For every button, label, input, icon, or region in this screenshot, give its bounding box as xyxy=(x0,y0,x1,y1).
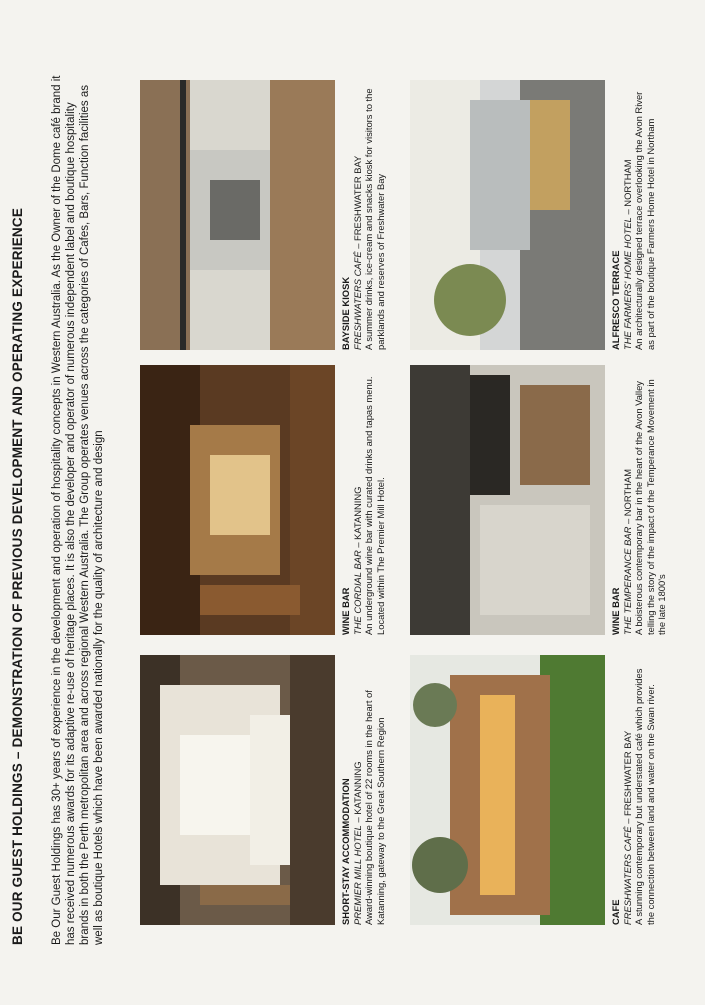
intro-paragraph: Be Our Guest Holdings has 30+ years of experience in the development and operation of hospitality concepts in Western Australia. As the Owner of the Dome café brand it has received numerous awards for its adaptive re-use of heritage places. It is also the developer and operator of numerous independent label and boutique hospitality brands in both the Perth metropolitan area and across regional Western Australia. The Group operates venues across the categories of Cafes, Bars, Function facilities as well as boutique Hotels which have been awarded nationally for the quality of architecture and design xyxy=(51,75,105,945)
caption-freshwaters-cafe xyxy=(610,655,656,925)
caption-location: – NORTHAM xyxy=(621,468,633,525)
caption-type: SHORT-STAY ACCOMMODATION xyxy=(340,778,351,925)
caption-description: A boisterous contemporary bar in the heart of the Avon Valley telling the story of the impact of the Temperance Movement in the late 1800's xyxy=(633,379,667,635)
photo-freshwaters-cafe xyxy=(410,655,605,925)
caption-venue: THE TEMPERANCE BAR xyxy=(621,526,633,635)
caption-type: WINE BAR xyxy=(610,587,621,635)
caption-type: ALFRESCO TERRACE xyxy=(610,250,621,350)
photo-bayside-kiosk xyxy=(140,80,335,350)
caption-venue: FRESHWATERS CAFÉ xyxy=(351,251,363,350)
caption-venue: FRESHWATERS CAFÉ xyxy=(621,826,633,925)
caption-venue: THE FARMERS' HOME HOTEL xyxy=(621,217,633,350)
page-title: BE OUR GUEST HOLDINGS – DEMONSTRATION OF PREVIOUS DEVELOPMENT AND OPERATING EXPERIENCE xyxy=(10,207,25,945)
caption-temperance-bar xyxy=(610,365,668,635)
caption-type: BAYSIDE KIOSK xyxy=(340,276,351,350)
photo-hotel-room xyxy=(140,655,335,925)
caption-venue: THE CORDIAL BAR xyxy=(351,550,363,635)
caption-location: – FRESHWATER BAY xyxy=(351,155,363,249)
caption-cordial-bar xyxy=(340,365,386,635)
caption-description: A summer drinks, ice-cream and snacks kiosk for visitors to the parklands and reserves of Freshwater Bay xyxy=(363,88,386,350)
photo-temperance-bar xyxy=(410,365,605,635)
caption-type: CAFE xyxy=(610,899,621,925)
caption-location: – KATANNING xyxy=(351,761,363,823)
caption-venue: PREMIER MILL HOTEL xyxy=(351,825,363,925)
photo-cordial-bar xyxy=(140,365,335,635)
caption-description: An underground wine bar with curated drinks and tapas menu. Located within The Premier Mill Hotel. xyxy=(363,376,386,635)
caption-description: An architecturally designed terrace overlooking the Avon River as part of the boutique Farmers Home Hotel in Northam xyxy=(633,91,656,350)
caption-description: A stunning contemporary but understated café which provides the connection between land and water on the Swan river. xyxy=(633,668,656,925)
caption-location: – NORTHAM xyxy=(621,159,633,215)
caption-premier-mill-hotel xyxy=(340,655,386,925)
caption-location: – KATANNING xyxy=(351,486,363,548)
photo-alfresco-terrace xyxy=(410,80,605,350)
caption-description: Award-winning boutique hotel of 22 rooms in the heart of Katanning, gateway to the Great Southern Region xyxy=(363,690,386,925)
caption-location: – FRESHWATER BAY xyxy=(621,730,633,824)
caption-bayside-kiosk xyxy=(340,80,386,350)
caption-type: WINE BAR xyxy=(340,587,351,635)
caption-alfresco-terrace xyxy=(610,80,656,350)
